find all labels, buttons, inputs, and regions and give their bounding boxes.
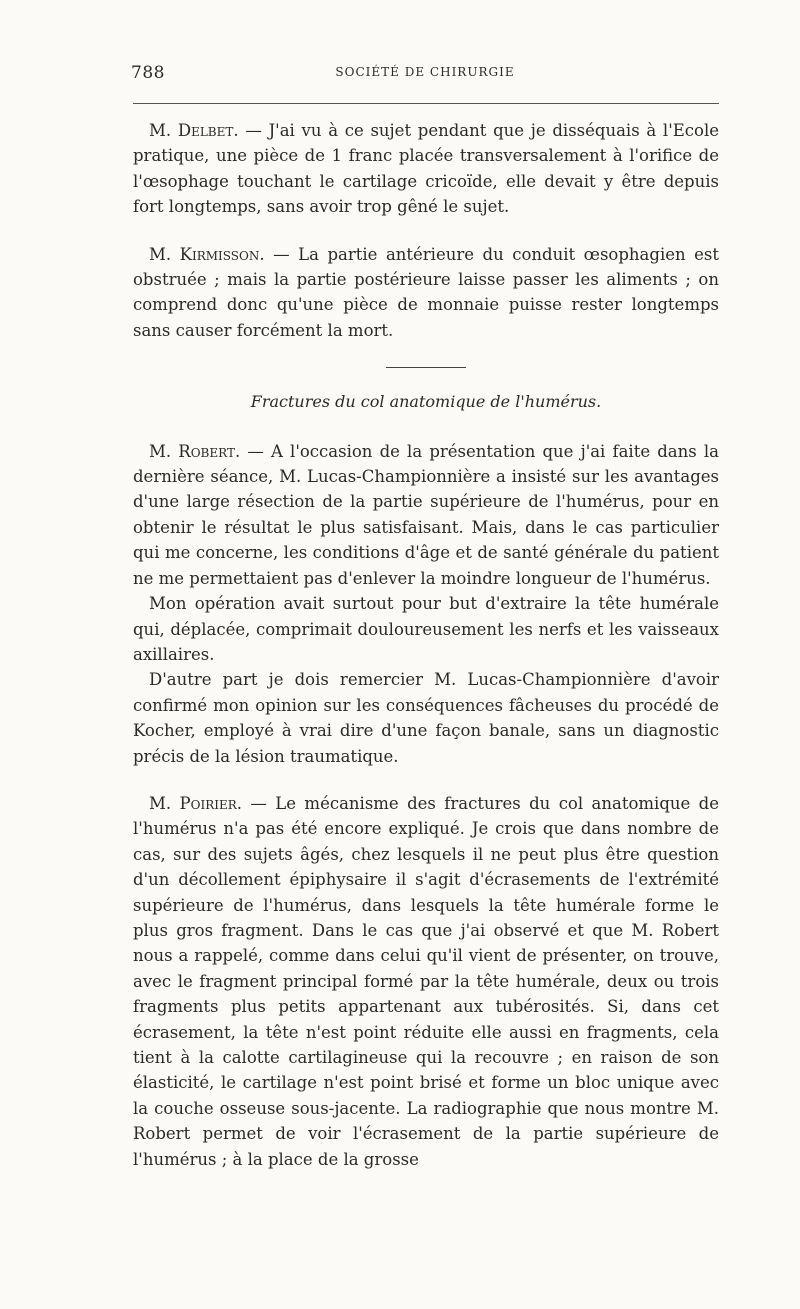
running-title: SOCIÉTÉ DE CHIRURGIE [335, 65, 515, 79]
body-text [133, 118, 719, 1172]
speaker-name: M. Poirier. [149, 793, 243, 813]
paragraph-robert [133, 439, 719, 591]
speaker-name: M. Kirmisson. [149, 244, 265, 264]
page-number: 788 [131, 63, 165, 83]
paragraph-text: — J'ai vu à ce sujet pendant que je disséquais à l'Ecole pratique, une pièce de 1 franc placée transversalement à l'orifice de l'œsophage touchant le cartilage cricoïde, elle devait y être depuis fort longtemps, sans avoir trop gêné le sujet. [133, 121, 720, 217]
speaker-name: M. Delbet. [149, 121, 239, 140]
speaker-name: M. Robert. [149, 441, 241, 461]
header-divider [133, 103, 719, 104]
section-divider [386, 367, 466, 368]
paragraph-text: — Le mécanisme des fractures du col anatomique de l'humérus n'a pas été encore expliqué. Je crois que dans nombre de cas, sur des sujets âgés, chez lesquels il ne peut plus être question d'un décollement épiphysaire il s'agit d'écrasements de l'extrémité supérieure de l'humérus, dans lesquels la tête humérale forme le plus gros fragment. Dans le cas que j'ai observé et que M. Robert nous a rappelé, comme dans celui qu'il vient de présenter, on trouve, avec le fragment principal formé par la tête humérale, deux ou trois fragments plus petits appartenant aux tubérosités. Si, dans cet écrasement, la tête n'est point réduite elle aussi en fragments, cela tient à la calotte cartilagineuse qui la recouvre ; en raison de son élasticité, le cartilage n'est point brisé et forme un bloc unique avec la couche osseuse sous-jacente. La radiographie que nous montre M. Robert permet de voir l'écrasement de la partie supérieure de l'humérus ; à la place de la grosse [133, 793, 719, 1169]
page-header [131, 63, 719, 91]
paragraph-robert-3: D'autre part je dois remercier M. Lucas-Championnière d'avoir confirmé mon opinion sur les conséquences fâcheuses du procédé de Kocher, employé à vrai dire d'une façon banale, sans un diagnostic précis de la lésion traumatique. [133, 670, 719, 766]
paragraph-robert-2: Mon opération avait surtout pour but d'extraire la tête humérale qui, déplacée, comprimait douloureusement les nerfs et les vaisseaux axillaires. [133, 594, 719, 664]
paragraph-text: — A l'occasion de la présentation que j'ai faite dans la dernière séance, M. Lucas-Championnière a insisté sur les avantages d'une large résection de la partie supérieure de l'humérus, pour en obtenir le résultat le plus satisfaisant. Mais, dans le cas particulier qui me concerne, les conditions d'âge et de santé générale du patient ne me permettaient pas d'enlever la moindre longueur de l'humérus. [133, 441, 720, 588]
paragraph-poirier [133, 791, 719, 1172]
paragraph-text: — La partie antérieure du conduit œsophagien est obstruée ; mais la partie postérieure laisse passer les aliments ; on comprend donc qu'une pièce de monnaie puisse rester longtemps sans causer forcément la mort. [133, 244, 720, 340]
paragraph-delbet [133, 118, 719, 220]
paragraph-kirmisson [133, 242, 719, 344]
section-title: Fractures du col anatomique de l'humérus. [250, 392, 602, 412]
